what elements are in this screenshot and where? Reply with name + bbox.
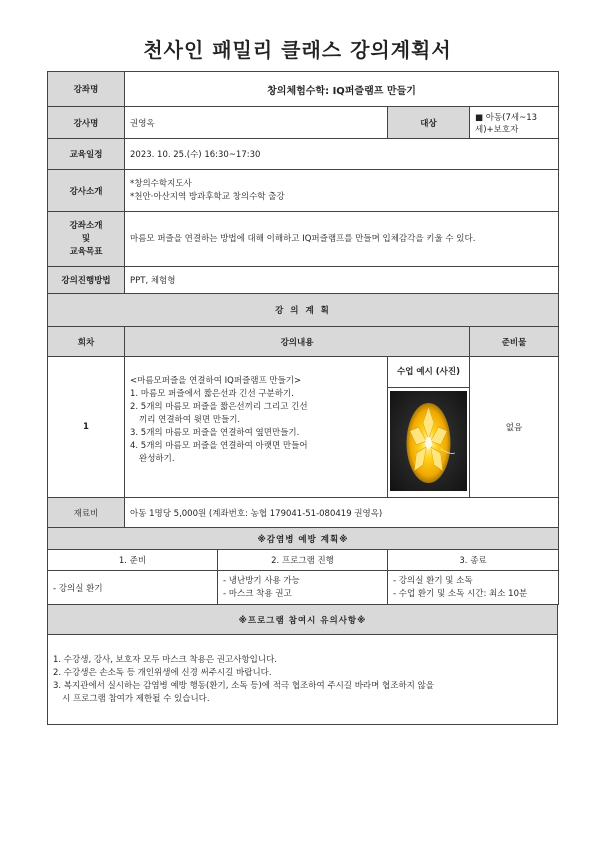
note-item: 시 프로그램 참여가 제한될 수 있습니다.	[62, 693, 210, 704]
session-col-header: 회차	[48, 327, 125, 357]
schedule-value: 2023. 10. 25.(수) 16:30~17:30	[125, 139, 559, 170]
instructor-label: 강사명	[48, 107, 125, 139]
goal-value: 마름모 퍼즐을 연결하는 방법에 대해 이해하고 IQ퍼즐램프를 만들며 입체감각을 키울 수 있다.	[125, 212, 559, 267]
infection-col-end: 3. 종료	[388, 550, 559, 571]
notes-table	[47, 604, 558, 725]
supplies-value: 없음	[470, 357, 559, 498]
instructor-value: 권영옥	[125, 107, 388, 139]
schedule-label: 교육일정	[48, 139, 125, 170]
lesson-step: 3. 5개의 마름모 퍼즐을 연결하여 옆면만들기.	[130, 428, 300, 438]
goal-label	[48, 212, 125, 267]
goal-label-line: 교육목표	[69, 246, 103, 257]
note-item: 2. 수강생은 손소독 등 개인위생에 신경 써주시길 바랍니다.	[53, 667, 272, 678]
iq-puzzle-lamp-photo	[390, 391, 467, 491]
lecture-plan-table	[47, 71, 559, 528]
infection-prep-value: - 강의실 환기	[48, 571, 218, 605]
infection-end-value	[388, 571, 559, 605]
target-value: ■ 아동(7세~13세)+보호자	[470, 107, 559, 139]
lesson-step: 1. 마름모 퍼즐에서 짧은선과 긴선 구분하기.	[130, 389, 294, 399]
photo-label: 수업 예시 (사진)	[388, 357, 469, 388]
supplies-col-header: 준비물	[470, 327, 559, 357]
photo-cell	[388, 357, 470, 498]
course-name-label: 강좌명	[48, 72, 125, 107]
course-name-value: 창의체험수학: IQ퍼즐램프 만들기	[125, 72, 559, 107]
infection-col-prep: 1. 준비	[48, 550, 218, 571]
plan-heading: 강 의 계 획	[48, 294, 559, 327]
infection-end-line: - 수업 환기 및 소독 시간: 최소 10분	[393, 588, 528, 599]
lesson-step: 끼리 연결하여 윗면 만들기.	[139, 415, 241, 425]
note-item: 3. 복지관에서 실시하는 감염병 예방 행동(환기, 소독 등)에 적극 협조하여 주시길 바라며 협조하지 않을	[53, 680, 435, 691]
infection-end-line: - 강의실 환기 및 소독	[393, 575, 473, 586]
lamp-image	[390, 391, 467, 491]
infection-run-line: - 냉난방기 사용 가능	[223, 575, 300, 586]
session-number: 1	[48, 357, 125, 498]
method-label: 강의진행방법	[48, 267, 125, 294]
lesson-step: 4. 5개의 마름모 퍼즐을 연결하여 아랫면 만들어	[130, 441, 308, 451]
notes-body	[48, 635, 558, 725]
infection-run-value	[218, 571, 388, 605]
notes-heading: ※프로그램 참여시 유의사항※	[48, 605, 558, 635]
method-value: PPT, 체험형	[125, 267, 559, 294]
lesson-content-title: <마름모퍼즐을 연결하여 IQ퍼즐램프 만들기>	[130, 376, 302, 386]
infection-run-line: - 마스크 착용 권고	[223, 588, 292, 599]
document-title: 천사인 패밀리 클래스 강의계획서	[143, 38, 452, 62]
lesson-content	[125, 357, 388, 498]
lesson-step: 2. 5개의 마름모 퍼즐을 짧은선끼리 그리고 긴선	[130, 402, 308, 412]
infection-heading: ※감염병 예방 계획※	[48, 528, 559, 550]
note-item: 1. 수강생, 강사, 보호자 모두 마스크 착용은 권고사항입니다.	[53, 654, 277, 665]
bio-value	[125, 170, 559, 212]
goal-label-line: 강좌소개	[69, 220, 103, 231]
infection-plan-table	[47, 527, 559, 605]
content-col-header: 강의내용	[125, 327, 470, 357]
bio-line: *창의수학지도사	[130, 178, 192, 189]
fee-value: 아동 1명당 5,000원 (계좌번호: 농협 179041-51-080419 권영옥)	[125, 498, 559, 528]
lecture-plan-sheet	[47, 71, 558, 725]
goal-label-line: 및	[81, 233, 91, 244]
bio-line: *천안·아산지역 방과후학교 창의수학 출강	[130, 191, 285, 202]
lesson-step: 완성하기.	[139, 454, 175, 464]
infection-col-run: 2. 프로그램 진행	[218, 550, 388, 571]
bio-label: 강사소개	[48, 170, 125, 212]
fee-label: 재료비	[48, 498, 125, 528]
target-label: 대상	[388, 107, 470, 139]
